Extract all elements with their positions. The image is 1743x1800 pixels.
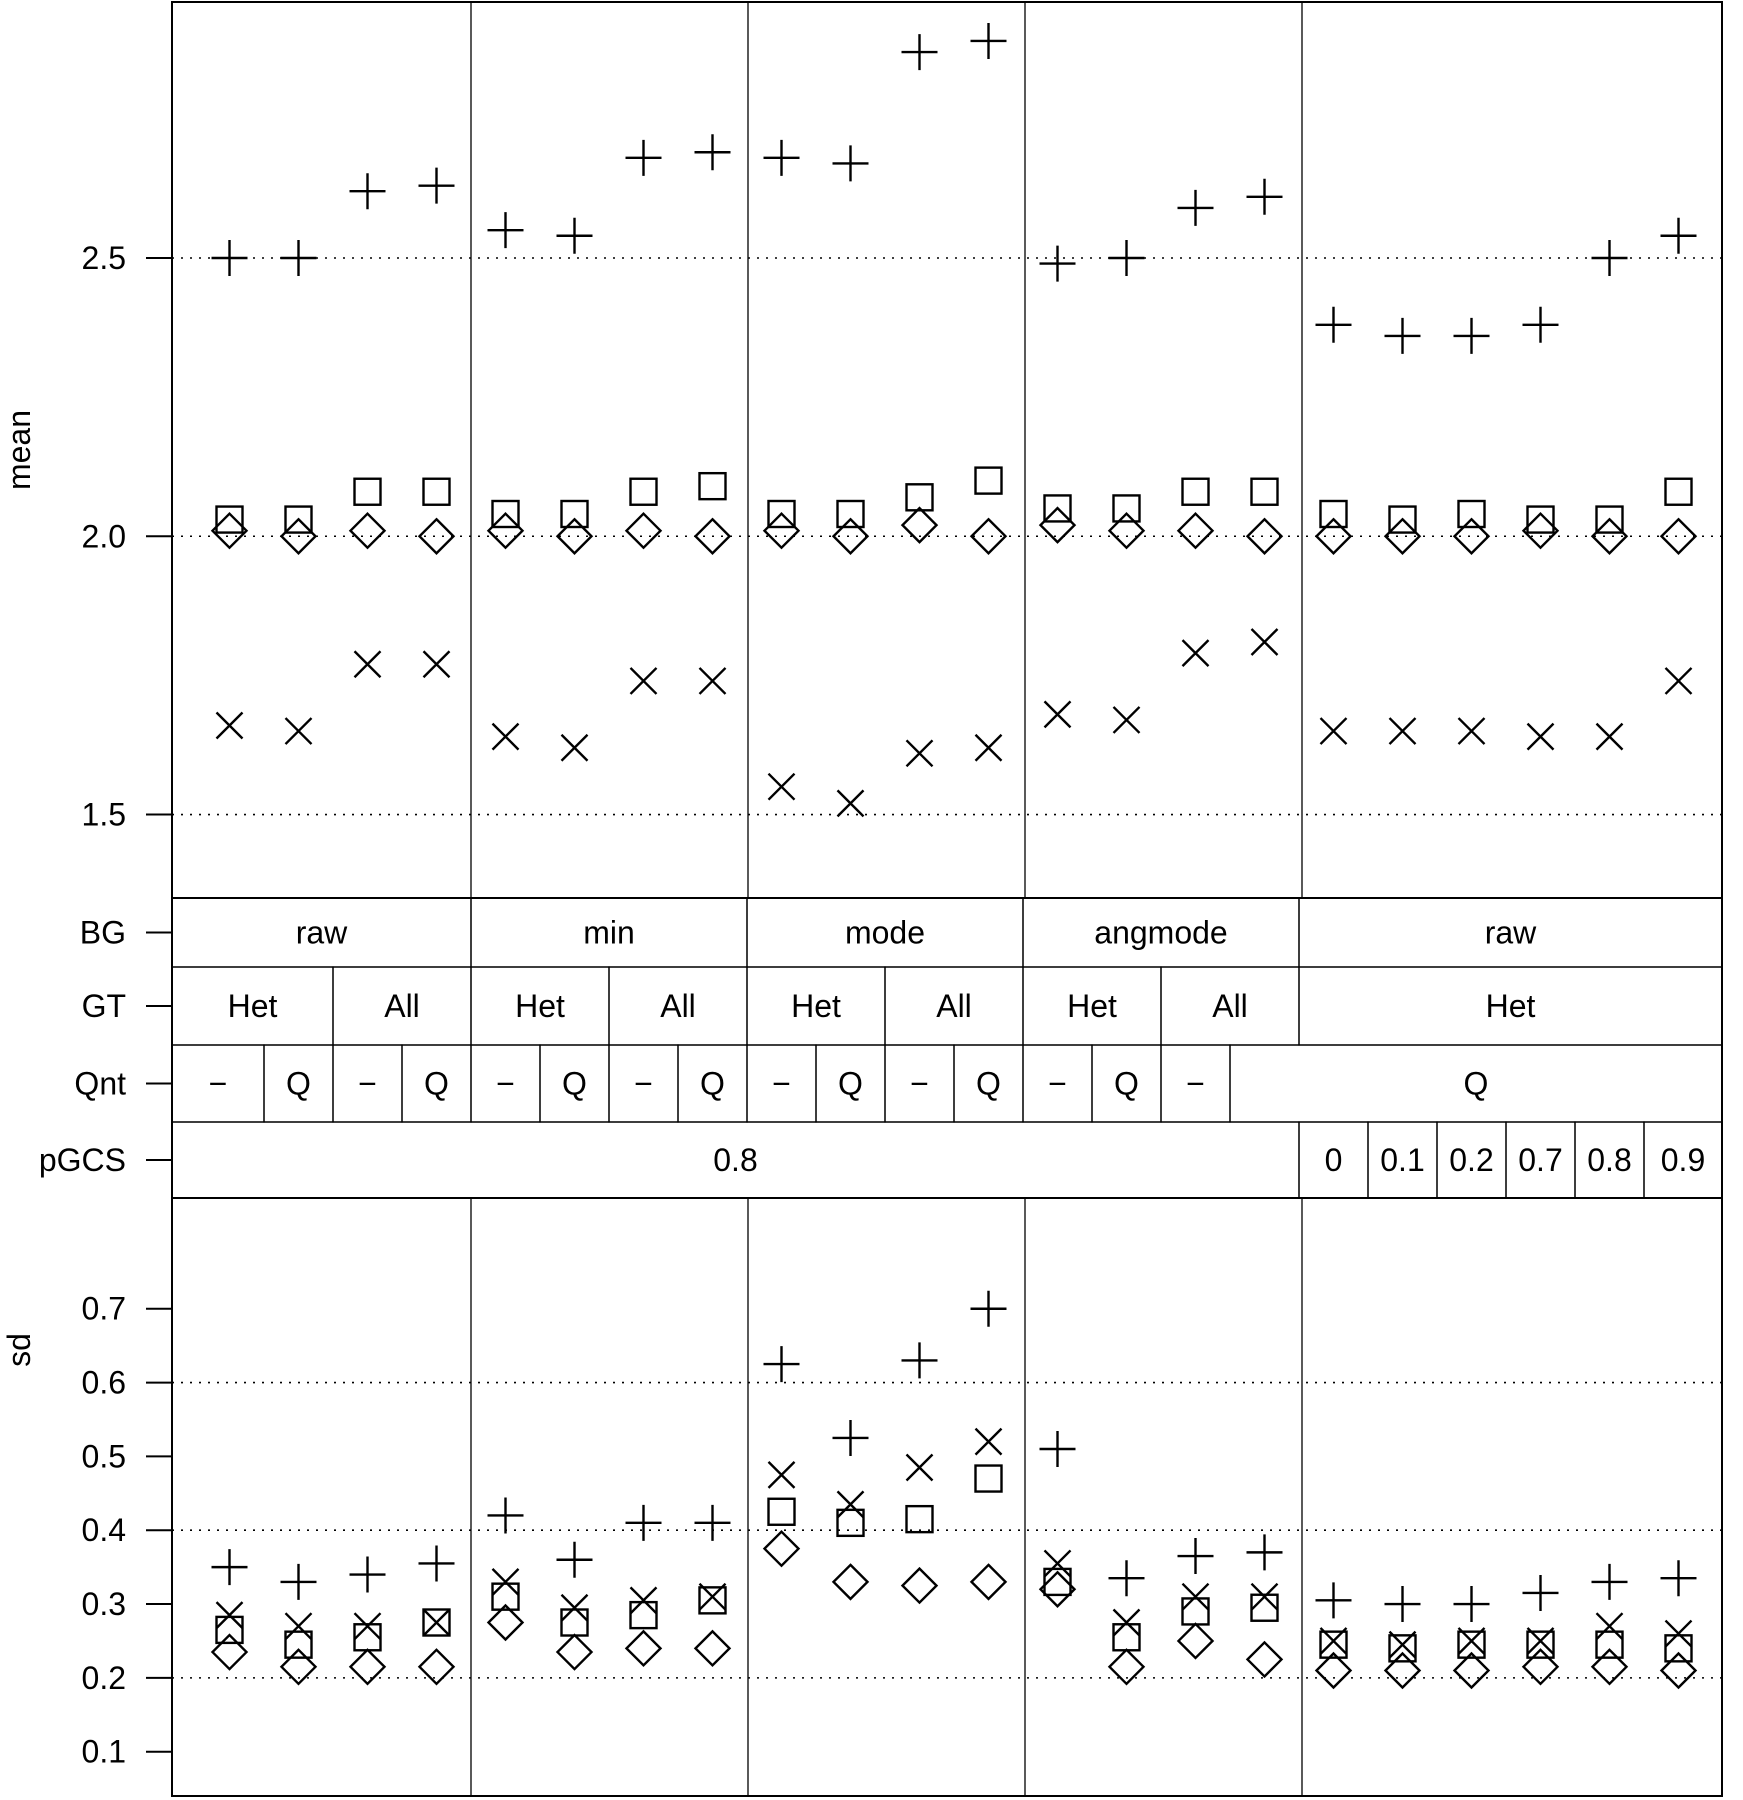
cross-marker — [1459, 718, 1485, 744]
strip-cell-label: − — [772, 1065, 791, 1102]
diamond-marker — [351, 1650, 385, 1684]
square-marker — [355, 479, 381, 505]
strip-cell-label: − — [910, 1065, 929, 1102]
strip-cell-label: All — [1212, 988, 1248, 1024]
square-marker — [1528, 507, 1554, 533]
cross-marker — [562, 1595, 588, 1621]
factor-strip — [39, 898, 1722, 1198]
strip-cell-label: Q — [1463, 1065, 1489, 1102]
strip-cell-label: 0.8 — [1587, 1142, 1632, 1178]
plus-marker — [557, 1542, 593, 1578]
square-marker — [1252, 1595, 1278, 1621]
cross-marker — [1528, 724, 1554, 750]
diamond-marker — [351, 514, 385, 548]
diamond-marker — [765, 1532, 799, 1566]
strip-cell-label: − — [1186, 1065, 1205, 1102]
strip-cell-label: 0.9 — [1660, 1142, 1706, 1178]
cross-marker — [1252, 1584, 1278, 1610]
cross-marker — [217, 1602, 243, 1628]
strip-cell-label: Q — [286, 1065, 311, 1102]
strip-cell-label: Q — [1114, 1065, 1139, 1102]
y-tick-label: 2.5 — [81, 240, 126, 276]
strip-cell-label: All — [936, 988, 972, 1024]
cross-marker — [493, 724, 519, 750]
diamond-marker — [903, 1569, 937, 1603]
strip-cell-label: 0.2 — [1449, 1142, 1494, 1178]
cross-marker — [562, 735, 588, 761]
square-marker — [217, 1617, 243, 1643]
diamond-marker — [1110, 1650, 1144, 1684]
cross-marker — [424, 1610, 450, 1636]
strip-cell-label: 0.1 — [1380, 1142, 1425, 1178]
square-marker — [907, 484, 933, 510]
plus-marker — [1385, 1586, 1421, 1622]
diamond-marker — [1179, 1624, 1213, 1658]
diamond-marker — [1179, 514, 1213, 548]
cross-marker — [1597, 724, 1623, 750]
strip-row-label: BG — [79, 914, 126, 951]
square-marker — [1321, 501, 1347, 527]
square-marker — [1183, 479, 1209, 505]
plus-marker — [971, 1291, 1007, 1327]
cross-marker — [355, 651, 381, 677]
square-marker — [976, 1466, 1002, 1492]
plus-marker — [1247, 179, 1283, 215]
y-tick-label: 0.3 — [81, 1586, 126, 1623]
strip-cell-label: Het — [1485, 988, 1536, 1024]
plus-marker — [971, 23, 1007, 59]
square-marker — [631, 1602, 657, 1628]
y-tick-label: 1.5 — [81, 796, 126, 833]
strip-cell-label: Q — [700, 1065, 725, 1102]
square-marker — [907, 1506, 933, 1532]
square-marker — [1114, 1624, 1140, 1650]
strip-cell-label: − — [358, 1065, 377, 1102]
strip-cell-label: All — [660, 988, 696, 1024]
cross-marker — [1666, 668, 1692, 694]
strip-cell-label: 0.8 — [713, 1142, 758, 1178]
strip-cell-label: mode — [844, 914, 926, 951]
plus-marker — [1178, 1538, 1214, 1574]
strip-cell-label: min — [583, 914, 635, 951]
y-tick-label: 0.5 — [81, 1438, 126, 1475]
strip-cell-label: Q — [424, 1065, 449, 1102]
cross-marker — [424, 651, 450, 677]
cross-marker — [1045, 701, 1071, 727]
cross-marker — [631, 668, 657, 694]
square-marker — [700, 1587, 726, 1613]
diamond-marker — [558, 1635, 592, 1669]
plus-marker — [419, 168, 455, 204]
y-tick-label: 0.1 — [81, 1733, 126, 1770]
square-marker — [1459, 501, 1485, 527]
strip-cell-label: Het — [791, 988, 841, 1024]
strip-cell-label: raw — [1484, 914, 1537, 951]
plus-marker — [902, 34, 938, 70]
plus-marker — [488, 212, 524, 248]
cross-marker — [976, 1429, 1002, 1455]
plus-marker — [833, 145, 869, 181]
data-markers — [212, 23, 1697, 1688]
strip-cell-label: − — [208, 1065, 228, 1102]
cross-marker — [1252, 629, 1278, 655]
plus-marker — [557, 218, 593, 254]
diamond-marker — [627, 1631, 661, 1665]
cross-marker — [286, 718, 312, 744]
cross-marker — [1114, 1610, 1140, 1636]
y-axis-title: mean — [1, 409, 37, 491]
plus-marker — [695, 134, 731, 170]
plus-marker — [902, 1342, 938, 1378]
y-axis-title: sd — [1, 1333, 37, 1367]
square-marker — [1183, 1598, 1209, 1624]
plus-marker — [488, 1497, 524, 1533]
plus-marker — [1385, 318, 1421, 354]
square-marker — [1114, 495, 1140, 521]
plus-marker — [281, 1564, 317, 1600]
plus-marker — [764, 140, 800, 176]
square-marker — [700, 473, 726, 499]
plus-marker — [419, 1545, 455, 1581]
strip-row-label: Qnt — [74, 1065, 126, 1102]
square-marker — [976, 468, 1002, 494]
strip-cell-label: Het — [515, 988, 565, 1024]
plus-marker — [764, 1346, 800, 1382]
square-marker — [838, 501, 864, 527]
cross-marker — [769, 774, 795, 800]
cross-marker — [1321, 718, 1347, 744]
strip-cell-label: − — [1048, 1065, 1067, 1102]
plus-marker — [1316, 307, 1352, 343]
square-marker — [562, 1610, 588, 1636]
diamond-marker — [627, 514, 661, 548]
strip-cell-label: 0 — [1324, 1142, 1343, 1178]
square-marker — [769, 1499, 795, 1525]
cross-marker — [493, 1569, 519, 1595]
plus-marker — [1523, 1575, 1559, 1611]
cross-marker — [1666, 1621, 1692, 1647]
plus-marker — [212, 1549, 248, 1585]
square-marker — [355, 1624, 381, 1650]
plus-marker — [1661, 1560, 1697, 1596]
strip-cell-label: − — [496, 1065, 515, 1102]
plus-marker — [212, 240, 248, 276]
square-marker — [1390, 1635, 1416, 1661]
cross-marker — [217, 712, 243, 738]
strip-row-label: GT — [81, 988, 126, 1024]
cross-marker — [1183, 640, 1209, 666]
plus-marker — [1523, 307, 1559, 343]
strip-cell-label: Het — [1067, 988, 1117, 1024]
cross-marker — [1390, 718, 1416, 744]
diamond-marker — [834, 1565, 868, 1599]
y-tick-label: 2.0 — [81, 518, 126, 555]
plus-marker — [1454, 318, 1490, 354]
cross-marker — [355, 1613, 381, 1639]
strip-cell-label: Q — [976, 1065, 1001, 1102]
plus-marker — [1109, 1560, 1145, 1596]
cross-marker — [286, 1613, 312, 1639]
plus-marker — [1592, 240, 1628, 276]
plus-marker — [1040, 1431, 1076, 1467]
strip-cell-label: All — [384, 988, 420, 1024]
plus-marker — [1454, 1586, 1490, 1622]
strip-cell-label: 0.7 — [1518, 1142, 1563, 1178]
diamond-marker — [972, 1565, 1006, 1599]
cross-marker — [838, 790, 864, 816]
square-marker — [631, 479, 657, 505]
plus-marker — [1661, 218, 1697, 254]
cross-marker — [976, 735, 1002, 761]
plus-marker — [281, 240, 317, 276]
diamond-marker — [696, 1631, 730, 1665]
cross-marker — [907, 740, 933, 766]
plus-marker — [1178, 190, 1214, 226]
strip-cell-label: raw — [295, 914, 348, 951]
cross-marker — [631, 1587, 657, 1613]
y-tick-label: 0.2 — [81, 1659, 126, 1696]
strip-row-label: pGCS — [38, 1142, 126, 1178]
cross-marker — [1597, 1613, 1623, 1639]
square-marker — [1528, 1632, 1554, 1658]
diamond-marker — [420, 1650, 454, 1684]
square-marker — [1666, 1635, 1692, 1661]
strip-cell-label: Het — [227, 988, 278, 1024]
plus-marker — [1109, 240, 1145, 276]
gridlines — [172, 258, 1722, 1678]
cross-marker — [1183, 1584, 1209, 1610]
cross-marker — [907, 1454, 933, 1480]
diamond-marker — [1248, 1642, 1282, 1676]
plus-marker — [833, 1420, 869, 1456]
cross-marker — [838, 1491, 864, 1517]
plus-marker — [1592, 1564, 1628, 1600]
strip-cell-label: angmode — [1094, 914, 1228, 951]
plus-marker — [1247, 1534, 1283, 1570]
cross-marker — [1114, 707, 1140, 733]
plus-marker — [1316, 1582, 1352, 1618]
plus-marker — [626, 1505, 662, 1541]
panel-frames — [172, 2, 1722, 1796]
square-marker — [1252, 479, 1278, 505]
square-marker — [424, 479, 450, 505]
plus-marker — [350, 1557, 386, 1593]
plus-marker — [626, 140, 662, 176]
strip-cell-label: − — [634, 1065, 653, 1102]
plus-marker — [1040, 246, 1076, 282]
y-tick-label: 0.7 — [81, 1290, 126, 1327]
square-marker — [562, 501, 588, 527]
cross-marker — [769, 1462, 795, 1488]
strip-cell-label: Q — [838, 1065, 863, 1102]
cross-marker — [700, 668, 726, 694]
y-tick-label: 0.4 — [81, 1512, 126, 1549]
strip-cell-label: Q — [562, 1065, 587, 1102]
square-marker — [217, 507, 243, 533]
plus-marker — [350, 173, 386, 209]
plus-marker — [695, 1505, 731, 1541]
y-tick-label: 0.6 — [81, 1364, 126, 1401]
square-marker — [1666, 479, 1692, 505]
